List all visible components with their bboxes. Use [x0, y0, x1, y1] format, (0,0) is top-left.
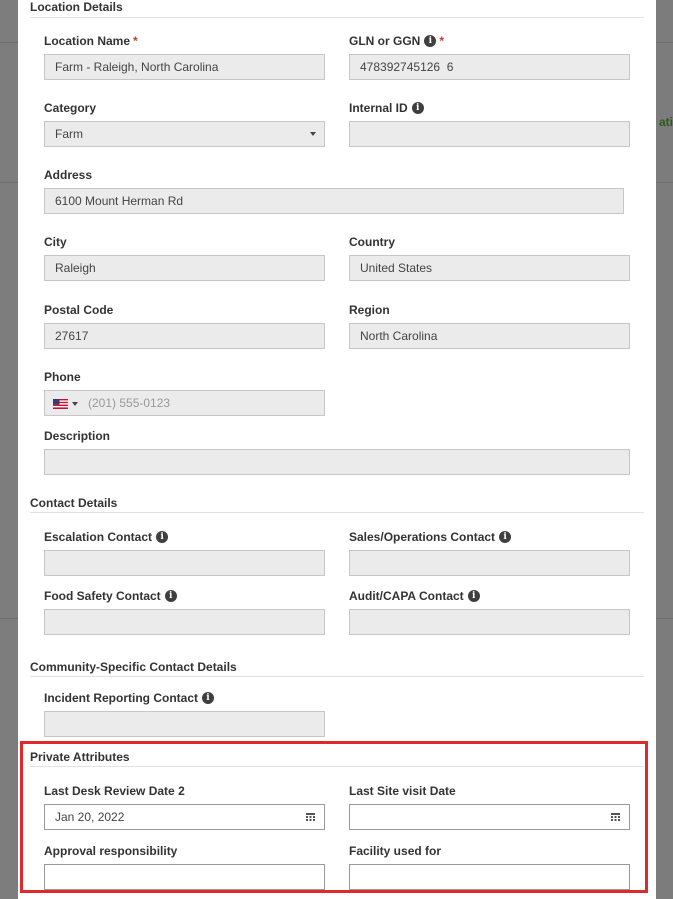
- description-label: Description: [44, 429, 111, 443]
- backdrop-divider: [656, 42, 673, 43]
- last-site-visit-date-input[interactable]: [349, 804, 630, 830]
- gln-label: GLN or GGN i *: [349, 34, 445, 48]
- backdrop-left: [0, 0, 18, 899]
- gln-input[interactable]: 478392745126 6: [349, 54, 630, 80]
- info-icon[interactable]: i: [499, 531, 511, 543]
- address-label: Address: [44, 168, 93, 182]
- location-modal: [18, 0, 656, 899]
- backdrop-right: [656, 0, 673, 899]
- section-title-community: Community-Specific Contact Details: [30, 660, 237, 674]
- required-marker: *: [133, 34, 138, 48]
- food-safety-contact-label: Food Safety Contact i: [44, 589, 177, 603]
- section-divider: [30, 676, 644, 677]
- section-title-location: Location Details: [30, 0, 123, 14]
- description-input[interactable]: [44, 449, 630, 475]
- facility-used-for-input[interactable]: [349, 864, 630, 890]
- info-icon[interactable]: i: [165, 590, 177, 602]
- backdrop-divider: [0, 42, 18, 43]
- caret-down-icon[interactable]: [72, 402, 78, 406]
- country-input[interactable]: United States: [349, 255, 630, 281]
- section-divider: [30, 512, 644, 513]
- category-label: Category: [44, 101, 97, 115]
- calendar-icon[interactable]: [306, 813, 315, 822]
- internal-id-input[interactable]: [349, 121, 630, 147]
- facility-used-for-label: Facility used for: [349, 844, 442, 858]
- postal-code-input[interactable]: 27617: [44, 323, 325, 349]
- region-label: Region: [349, 303, 390, 317]
- city-label: City: [44, 235, 67, 249]
- escalation-contact-label: Escalation Contact i: [44, 530, 168, 544]
- section-title-private: Private Attributes: [30, 750, 130, 764]
- us-flag-icon[interactable]: [53, 399, 68, 409]
- last-site-visit-date-label: Last Site visit Date: [349, 784, 456, 798]
- country-label: Country: [349, 235, 395, 249]
- section-title-contact: Contact Details: [30, 496, 118, 510]
- internal-id-label: Internal ID i: [349, 101, 424, 115]
- region-input[interactable]: North Carolina: [349, 323, 630, 349]
- location-name-input[interactable]: Farm - Raleigh, North Carolina: [44, 54, 325, 80]
- calendar-icon[interactable]: [611, 813, 620, 822]
- category-selected-value: Farm: [55, 127, 83, 141]
- section-divider: [30, 766, 644, 767]
- sales-operations-contact-label: Sales/Operations Contact i: [349, 530, 511, 544]
- info-icon[interactable]: i: [156, 531, 168, 543]
- info-icon[interactable]: i: [468, 590, 480, 602]
- info-icon[interactable]: i: [424, 35, 436, 47]
- section-divider: [30, 17, 644, 18]
- city-input[interactable]: Raleigh: [44, 255, 325, 281]
- backdrop-divider: [656, 182, 673, 183]
- phone-input[interactable]: [44, 390, 325, 416]
- sales-operations-contact-input[interactable]: [349, 550, 630, 576]
- address-input[interactable]: 6100 Mount Herman Rd: [44, 188, 624, 214]
- required-marker: *: [439, 34, 445, 48]
- caret-down-icon: [310, 132, 316, 136]
- backdrop-divider: [0, 618, 18, 619]
- approval-responsibility-input[interactable]: [44, 864, 325, 890]
- info-icon[interactable]: i: [412, 102, 424, 114]
- info-icon[interactable]: i: [202, 692, 214, 704]
- last-desk-review-date-label: Last Desk Review Date 2: [44, 784, 185, 798]
- last-desk-review-date-input[interactable]: [44, 804, 325, 830]
- last-desk-review-date-value: Jan 20, 2022: [55, 810, 125, 824]
- incident-reporting-contact-label: Incident Reporting Contact i: [44, 691, 214, 705]
- backdrop-divider: [0, 182, 18, 183]
- incident-reporting-contact-input[interactable]: [44, 711, 325, 737]
- food-safety-contact-input[interactable]: [44, 609, 325, 635]
- backdrop-divider: [656, 618, 673, 619]
- approval-responsibility-label: Approval responsibility: [44, 844, 178, 858]
- phone-label: Phone: [44, 370, 81, 384]
- location-name-label: Location Name *: [44, 34, 138, 48]
- escalation-contact-input[interactable]: [44, 550, 325, 576]
- audit-capa-contact-input[interactable]: [349, 609, 630, 635]
- category-select[interactable]: [44, 121, 325, 147]
- audit-capa-contact-label: Audit/CAPA Contact i: [349, 589, 480, 603]
- postal-code-label: Postal Code: [44, 303, 114, 317]
- backdrop-peek-text: ati: [659, 115, 673, 129]
- phone-placeholder: (201) 555-0123: [88, 396, 171, 410]
